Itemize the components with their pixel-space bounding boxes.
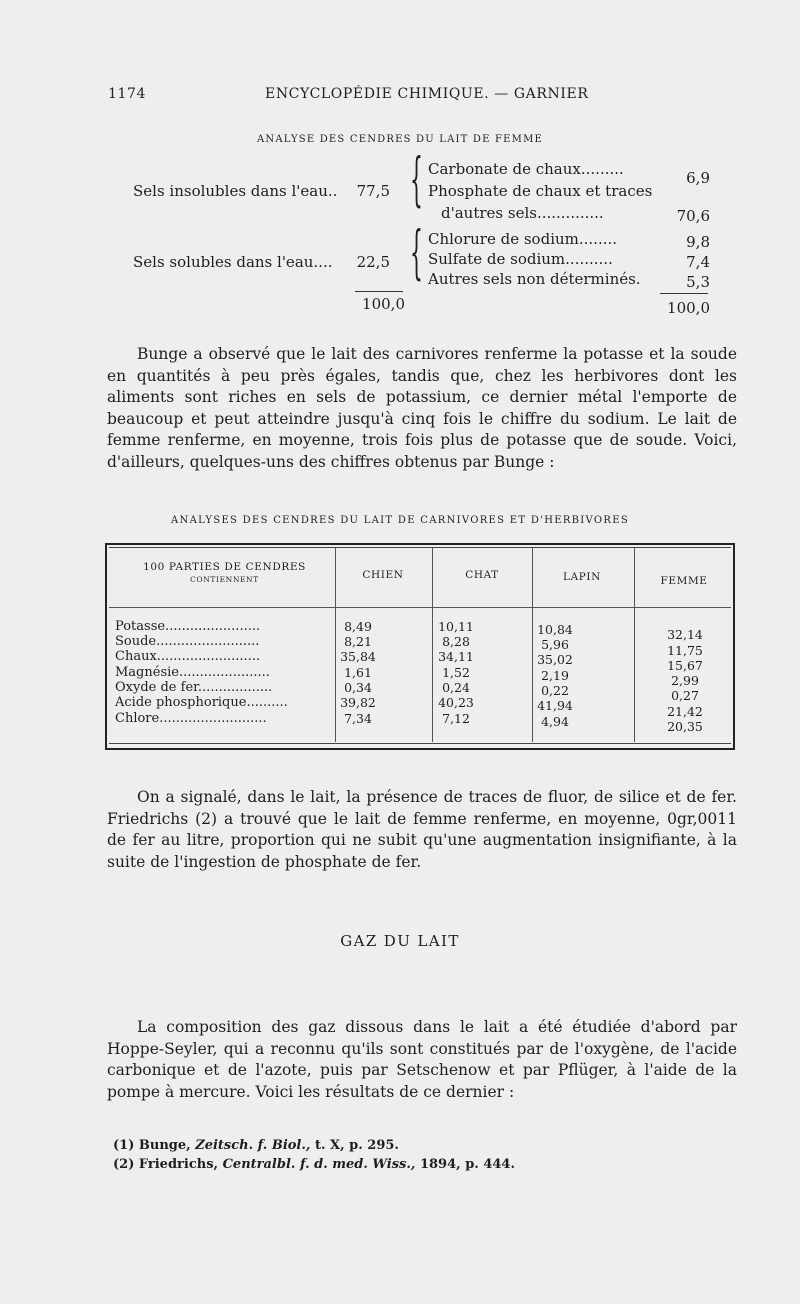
row-label-potasse: Potasse....................... (115, 619, 261, 634)
item-other-salts: d'autres sels.............. (441, 204, 604, 222)
footnote-2-source: Centralbl. f. d. med. Wiss., (222, 1157, 416, 1172)
footnote-2 (113, 1157, 515, 1172)
cell-acide-chat: 40,23 (438, 695, 474, 710)
running-title: ENCYCLOPÉDIE CHIMIQUE. — GARNIER (265, 86, 589, 102)
row-label-chlore: Chlore.......................... (115, 711, 267, 726)
item-carbonate: Carbonate de chaux......... (428, 160, 624, 178)
item-sulfate: Sulfate de sodium.......... (428, 250, 613, 268)
cell-potasse-femme: 32,14 (667, 627, 703, 642)
value-other-salts: 70,6 (676, 207, 710, 225)
cell-acide-lapin: 41,94 (537, 698, 573, 713)
section-heading: GAZ DU LAIT (340, 932, 460, 950)
col-header-lapin: LAPIN (563, 571, 601, 583)
group-label-soluble: Sels solubles dans l'eau.... (133, 253, 333, 271)
cell-oxyde-femme: 0,27 (671, 688, 699, 703)
cell-chlore-chat: 7,12 (442, 711, 470, 726)
paragraph-fluor (107, 787, 737, 873)
footnote-2-marker: (2) (113, 1157, 135, 1172)
paragraph-gaz-text: La composition des gaz dissous dans le lait a été étudiée d'abord par Hoppe-Seyler, qui a reconnu qu'ils sont constitués par de l'oxygène, de l'acide carbonique et de l'azote, puis par Setschenow et par Pflüger, à l'aide de la pompe à mercure. Voici les résultats de ce dernier : (107, 1018, 737, 1101)
item-autres: Autres sels non déterminés. (428, 270, 641, 288)
value-autres: 5,3 (686, 273, 710, 291)
paragraph-bunge-text: Bunge a observé que le lait des carnivores renferme la potasse et la soude en quantités à peu près égales, tandis que, chez les herbivores dont les aliments sont riches en sels de potassium, ce dernier métal l'emporte de beaucoup et peut atteindre jusqu'à cinq fois le chiffre du sodium. Le lait de femme renferme, en moyenne, trois fois plus de potasse que de soude. Voici, d'ailleurs, quelques-uns des chiffres obtenus par Bunge : (107, 345, 737, 471)
row-label-oxyde: Oxyde de fer.................. (115, 680, 273, 695)
cell-magnesie-lapin: 2,19 (541, 668, 569, 683)
cell-chlore-lapin: 4,94 (541, 714, 569, 729)
cell-soude-femme: 11,75 (667, 643, 703, 658)
footnote-1-rest: t. X, p. 295. (314, 1138, 399, 1153)
brace-soluble: { (410, 218, 423, 286)
cell-magnesie-chat: 1,52 (442, 665, 470, 680)
value-sulfate: 7,4 (686, 253, 710, 271)
value-carbonate: 6,9 (686, 169, 710, 187)
ash-table-title: ANALYSE DES CENDRES DU LAIT DE FEMME (256, 134, 544, 145)
cell-oxyde-lapin: 0,22 (541, 683, 569, 698)
total-rule-right (660, 293, 708, 294)
total-rule-left (355, 291, 403, 292)
cell-chaux-femme: 15,67 (667, 658, 703, 673)
row-label-magnesie: Magnésie...................... (115, 665, 270, 680)
group-percent-soluble: 22,5 (356, 253, 390, 271)
cell-chlore-chien: 7,34 (344, 711, 372, 726)
footnote-2-rest: 1894, p. 444. (419, 1157, 516, 1172)
item-phosphate: Phosphate de chaux et traces (428, 182, 653, 200)
cell-potasse-chat: 10,11 (438, 619, 474, 634)
footnote-1 (113, 1138, 399, 1153)
row-label-acide: Acide phosphorique.......... (115, 695, 288, 710)
page-number: 1174 (108, 86, 147, 102)
row-label-chaux: Chaux......................... (115, 649, 261, 664)
cell-soude-chien: 8,21 (344, 634, 372, 649)
cell-oxyde-chien: 0,34 (344, 680, 372, 695)
value-chlorure: 9,8 (686, 233, 710, 251)
col-header-chat: CHAT (465, 569, 499, 581)
comparison-table-title: ANALYSES DES CENDRES DU LAIT DE CARNIVORES ET D'HERBIVORES (171, 515, 629, 526)
footnote-1-marker: (1) (113, 1138, 135, 1153)
cell-soude-chat: 8,28 (442, 634, 470, 649)
cell-chlore-femme: 20,35 (667, 719, 703, 734)
header-main: 100 PARTIES DE CENDRES (143, 561, 306, 573)
cell-potasse-chien: 8,49 (344, 619, 372, 634)
cell-oxyde-chat: 0,24 (442, 680, 470, 695)
footnote-2-author: Friedrichs, (138, 1157, 219, 1172)
paragraph-gaz (107, 1017, 737, 1103)
col-header-chien: CHIEN (362, 569, 404, 581)
cell-chaux-chien: 35,84 (340, 649, 376, 664)
cell-chaux-chat: 34,11 (438, 649, 474, 664)
group-label-insoluble: Sels insolubles dans l'eau.. (133, 182, 338, 200)
cell-soude-lapin: 5,96 (541, 637, 569, 652)
group-percent-insoluble: 77,5 (356, 182, 390, 200)
row-label-soude: Soude......................... (115, 634, 260, 649)
total-left: 100,0 (362, 295, 405, 313)
item-chlorure: Chlorure de sodium........ (428, 230, 618, 248)
cell-acide-femme: 21,42 (667, 704, 703, 719)
brace-insoluble: { (410, 145, 423, 213)
total-right: 100,0 (667, 299, 710, 317)
cell-acide-chien: 39,82 (340, 695, 376, 710)
col-header-femme: FEMME (660, 575, 708, 587)
cell-potasse-lapin: 10,84 (537, 622, 573, 637)
header-sub: CONTIENNENT (190, 575, 259, 584)
paragraph-fluor-text: On a signalé, dans le lait, la présence de traces de fluor, de silice et de fer. Friedrichs (2) a trouvé que le lait de femme renferme, en moyenne, 0gr,0011 de fer au litre, proportion qui ne subit qu'une augmentation insignifiante, à la suite de l'ingestion de phosphate de fer. (107, 788, 737, 871)
cell-magnesie-chien: 1,61 (344, 665, 372, 680)
footnote-1-author: Bunge, (138, 1138, 191, 1153)
footnote-1-source: Zeitsch. f. Biol., (195, 1138, 311, 1153)
cell-magnesie-femme: 2,99 (671, 673, 699, 688)
paragraph-bunge (107, 344, 737, 473)
cell-chaux-lapin: 35,02 (537, 652, 573, 667)
